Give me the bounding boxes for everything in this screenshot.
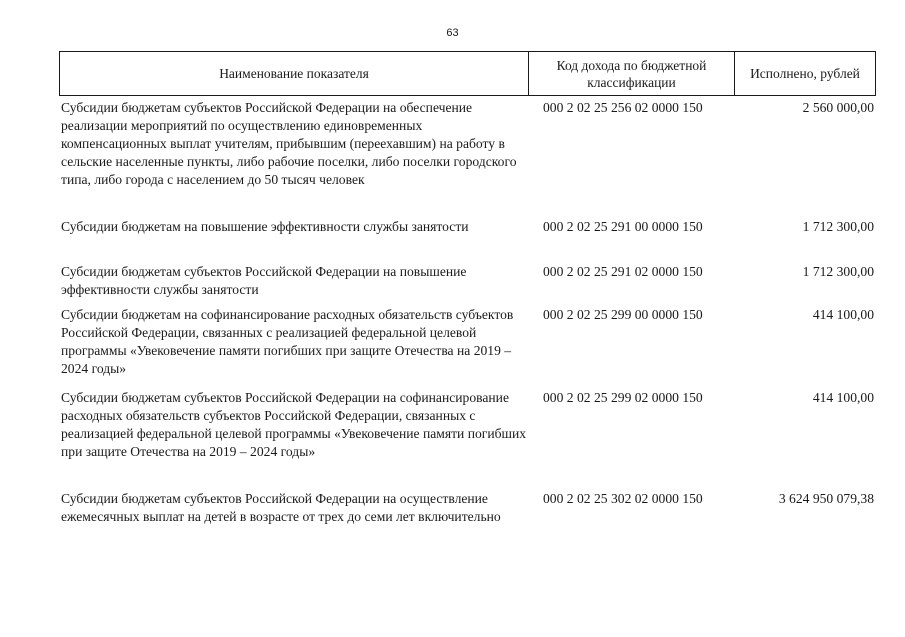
row-amount: 2 560 000,00 — [802, 100, 874, 115]
row-name: Субсидии бюджетам субъектов Российской Федерации на обеспечение реализации мероприятий по осуществлению единовременных компенсационных выплат учителям, прибывшим (переехавшим) на работу в сельские населенные пункты, либо рабочие поселки, либо поселки городского типа, либо города с населением до 50 тысяч человек — [61, 100, 517, 187]
row-code: 000 2 02 25 256 02 0000 150 — [543, 100, 703, 115]
header-name: Наименование показателя — [60, 52, 529, 95]
row-name: Субсидии бюджетам на софинансирование расходных обязательств субъектов Российской Федерации, связанных с реализацией федеральной целевой программы «Увековечение памяти погибших при защите Отечества на 2019 – 2024 годы» — [61, 307, 514, 376]
header-code: Код дохода по бюджетной классификации — [529, 52, 735, 95]
row-code: 000 2 02 25 299 02 0000 150 — [543, 390, 703, 405]
row-name: Субсидии бюджетам на повышение эффективности службы занятости — [61, 219, 469, 234]
row-amount: 1 712 300,00 — [802, 264, 874, 279]
row-code: 000 2 02 25 299 00 0000 150 — [543, 307, 703, 322]
row-code: 000 2 02 25 291 00 0000 150 — [543, 219, 703, 234]
row-amount: 3 624 950 079,38 — [778, 491, 874, 506]
page-number: 63 — [446, 27, 459, 39]
row-code: 000 2 02 25 302 02 0000 150 — [543, 491, 703, 506]
table-header — [59, 51, 876, 96]
row-name: Субсидии бюджетам субъектов Российской Федерации на осуществление ежемесячных выплат на детей в возрасте от трех до семи лет включительно — [61, 491, 501, 524]
row-name: Субсидии бюджетам субъектов Российской Федерации на повышение эффективности службы занятости — [61, 264, 467, 297]
row-name: Субсидии бюджетам субъектов Российской Федерации на софинансирование расходных обязательств субъектов Российской Федерации, связанных с реализацией федеральной целевой программы «Увековечение памяти погибших при защите Отечества на 2019 – 2024 годы» — [61, 390, 527, 459]
row-amount: 414 100,00 — [812, 390, 874, 405]
row-amount: 414 100,00 — [812, 307, 874, 322]
row-amount: 1 712 300,00 — [802, 219, 874, 234]
row-code: 000 2 02 25 291 02 0000 150 — [543, 264, 703, 279]
header-executed: Исполнено, рублей — [750, 66, 860, 81]
